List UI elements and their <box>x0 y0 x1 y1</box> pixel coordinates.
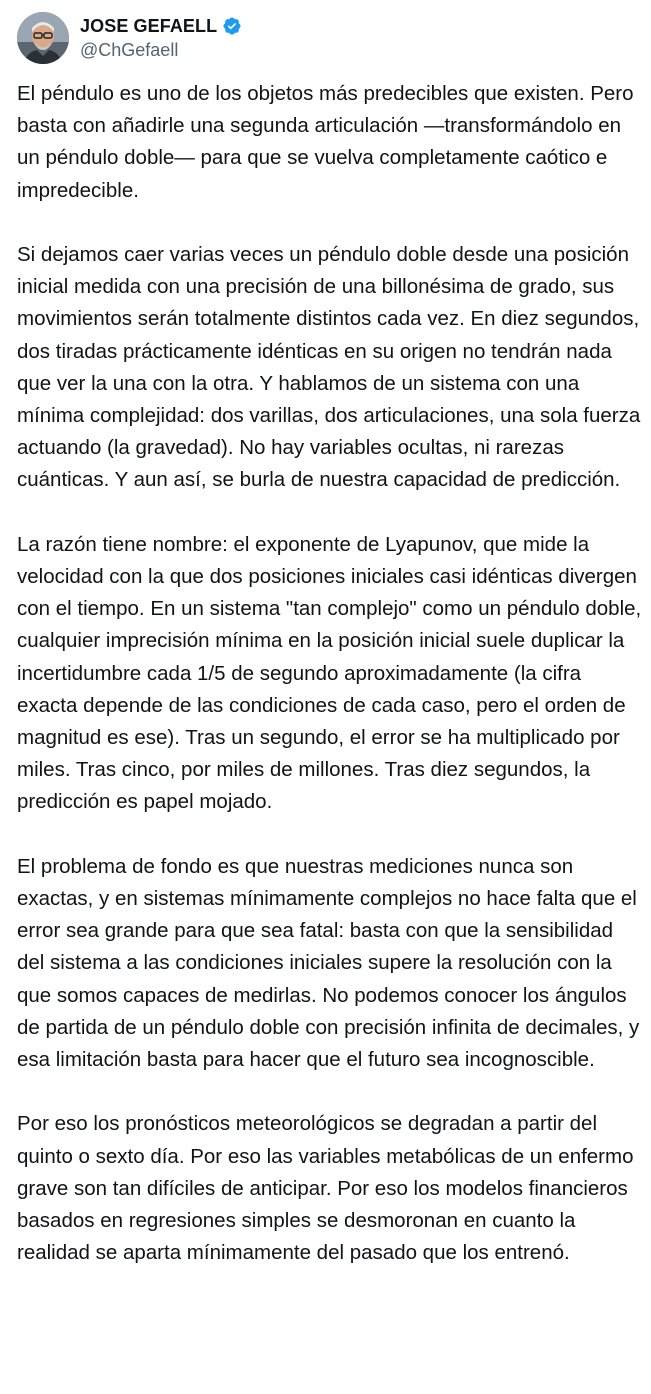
author-meta <box>80 14 242 62</box>
avatar-photo-icon <box>17 12 69 64</box>
tweet-paragraph-4: El problema de fondo es que nuestras mediciones nunca son exactas, y en sistemas mínimamente complejos no hace falta que el error sea grande para que sea fatal: basta con que la sensibilidad del sistema a las condiciones iniciales supere la resolución con la que somos capaces de medirlas. No podemos conocer los ángulos de partida de un péndulo doble con precisión infinita de decimales, y esa limitación basta para hacer que el futuro sea incognoscible. <box>17 854 640 1072</box>
display-name[interactable]: JOSE GEFAELL <box>80 15 218 36</box>
tweet-text <box>17 78 643 1269</box>
name-line <box>80 14 242 38</box>
avatar[interactable] <box>17 12 69 64</box>
tweet-author <box>17 10 242 66</box>
tweet-paragraph-2: Si dejamos caer varias veces un péndulo doble desde una posición inicial medida con una precisión de una billonésima de grado, sus movimientos serán totalmente distintos cada vez. En diez segundos, dos tiradas prácticamente idénticas en su origen no tendrán nada que ver la una con la otra. Y hablamos de un sistema con una mínima complejidad: dos varillas, dos articulaciones, una sola fuerza actuando (la gravedad). No hay variables ocultas, ni rarezas cuánticas. Y aun así, se burla de nuestra capacidad de predicción. <box>17 243 641 492</box>
tweet-paragraph-1: El péndulo es uno de los objetos más predecibles que existen. Pero basta con añadirle una segunda articulación —transformándolo en un péndulo doble— para que se vuelva completamente caótico e impredecible. <box>17 82 634 202</box>
author-handle[interactable]: @ChGefaell <box>80 40 179 60</box>
tweet-paragraph-3: La razón tiene nombre: el exponente de Lyapunov, que mide la velocidad con la que dos posiciones iniciales casi idénticas divergen con el tiempo. En un sistema "tan complejo" como un péndulo doble, cualquier imprecisión mínima en la posición inicial suele duplicar la incertidumbre cada 1/5 de segundo aproximadamente (la cifra exacta depende de las condiciones de cada caso, pero el orden de magnitud es ese). Tras un segundo, el error se ha multiplicado por miles. Tras cinco, por miles de millones. Tras diez segundos, la predicción es papel mojado. <box>17 532 642 814</box>
verified-badge-icon <box>222 16 242 36</box>
tweet-paragraph-5: Por eso los pronósticos meteorológicos se degradan a partir del quinto o sexto día. Por eso las variables metabólicas de un enfermo grave son tan difíciles de anticipar. Por eso los modelos financieros basados en regresiones simples se desmoronan en cuanto la realidad se aparta mínimamente del pasado que los entrenó. <box>17 1112 634 1265</box>
